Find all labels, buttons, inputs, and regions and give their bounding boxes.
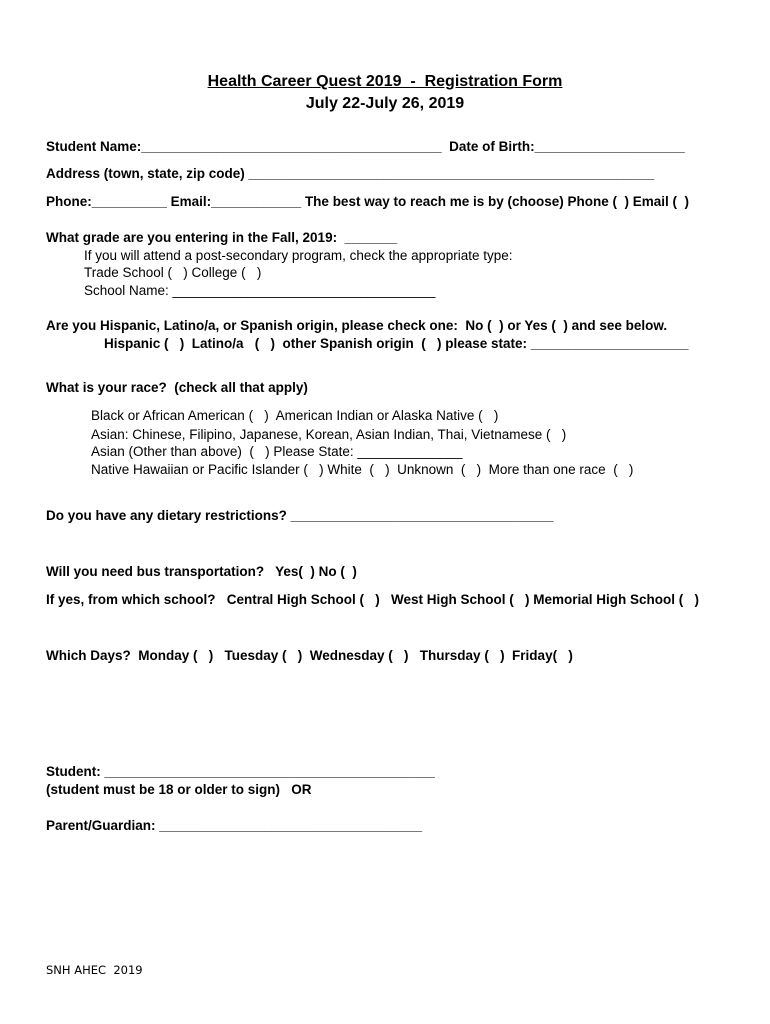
form-title: Health Career Quest 2019 - Registration Form xyxy=(207,73,563,90)
address-field[interactable]: Address (town, state, zip code) ______________________________________________________ xyxy=(46,166,654,181)
dietary-question[interactable]: Do you have any dietary restrictions? ___________________________________ xyxy=(46,508,554,523)
race-options-line-4[interactable]: Native Hawaiian or Pacific Islander ( ) White ( ) Unknown ( ) More than one race ( ) xyxy=(91,462,634,477)
student-signature-field[interactable]: Student: ____________________________________________ xyxy=(46,764,435,779)
age-note: (student must be 18 or older to sign) OR xyxy=(46,782,312,797)
parent-signature-field[interactable]: Parent/Guardian: ___________________________________ xyxy=(46,818,423,833)
phone-email-field[interactable]: Phone:__________ Email:____________ The best way to reach me is by (choose) Phone ( ) Email ( ) xyxy=(46,194,690,209)
postsecondary-note: If you will attend a post-secondary program, check the appropriate type: xyxy=(84,248,513,263)
race-options-line-2[interactable]: Asian: Chinese, Filipino, Japanese, Korean, Asian Indian, Thai, Vietnamese ( ) xyxy=(91,427,567,442)
student-name-field[interactable]: Student Name:________________________________________ Date of Birth:____________________ xyxy=(46,139,685,154)
days-question[interactable]: Which Days? Monday ( ) Tuesday ( ) Wednesday ( ) Thursday ( ) Friday( ) xyxy=(46,648,573,663)
grade-question[interactable]: What grade are you entering in the Fall, 2019: _______ xyxy=(46,230,398,245)
race-options-line-1[interactable]: Black or African American ( ) American Indian or Alaska Native ( ) xyxy=(91,408,499,423)
race-options-line-3[interactable]: Asian (Other than above) ( ) Please State: ______________ xyxy=(91,444,463,459)
hispanic-options[interactable]: Hispanic ( ) Latino/a ( ) other Spanish origin ( ) please state: _____________________ xyxy=(104,336,689,351)
footer-org: SNH AHEC 2019 xyxy=(46,963,143,977)
hispanic-question[interactable]: Are you Hispanic, Latino/a, or Spanish origin, please check one: No ( ) or Yes ( ) and see below. xyxy=(46,318,668,333)
bus-question[interactable]: Will you need bus transportation? Yes( ) No ( ) xyxy=(46,564,357,579)
form-dates: July 22-July 26, 2019 xyxy=(305,95,465,112)
school-question[interactable]: If yes, from which school? Central High School ( ) West High School ( ) Memorial High School ( ) xyxy=(46,592,700,607)
school-name-field[interactable]: School Name: ___________________________________ xyxy=(84,283,436,298)
school-type-options[interactable]: Trade School ( ) College ( ) xyxy=(84,265,262,280)
race-question: What is your race? (check all that apply) xyxy=(46,380,308,395)
